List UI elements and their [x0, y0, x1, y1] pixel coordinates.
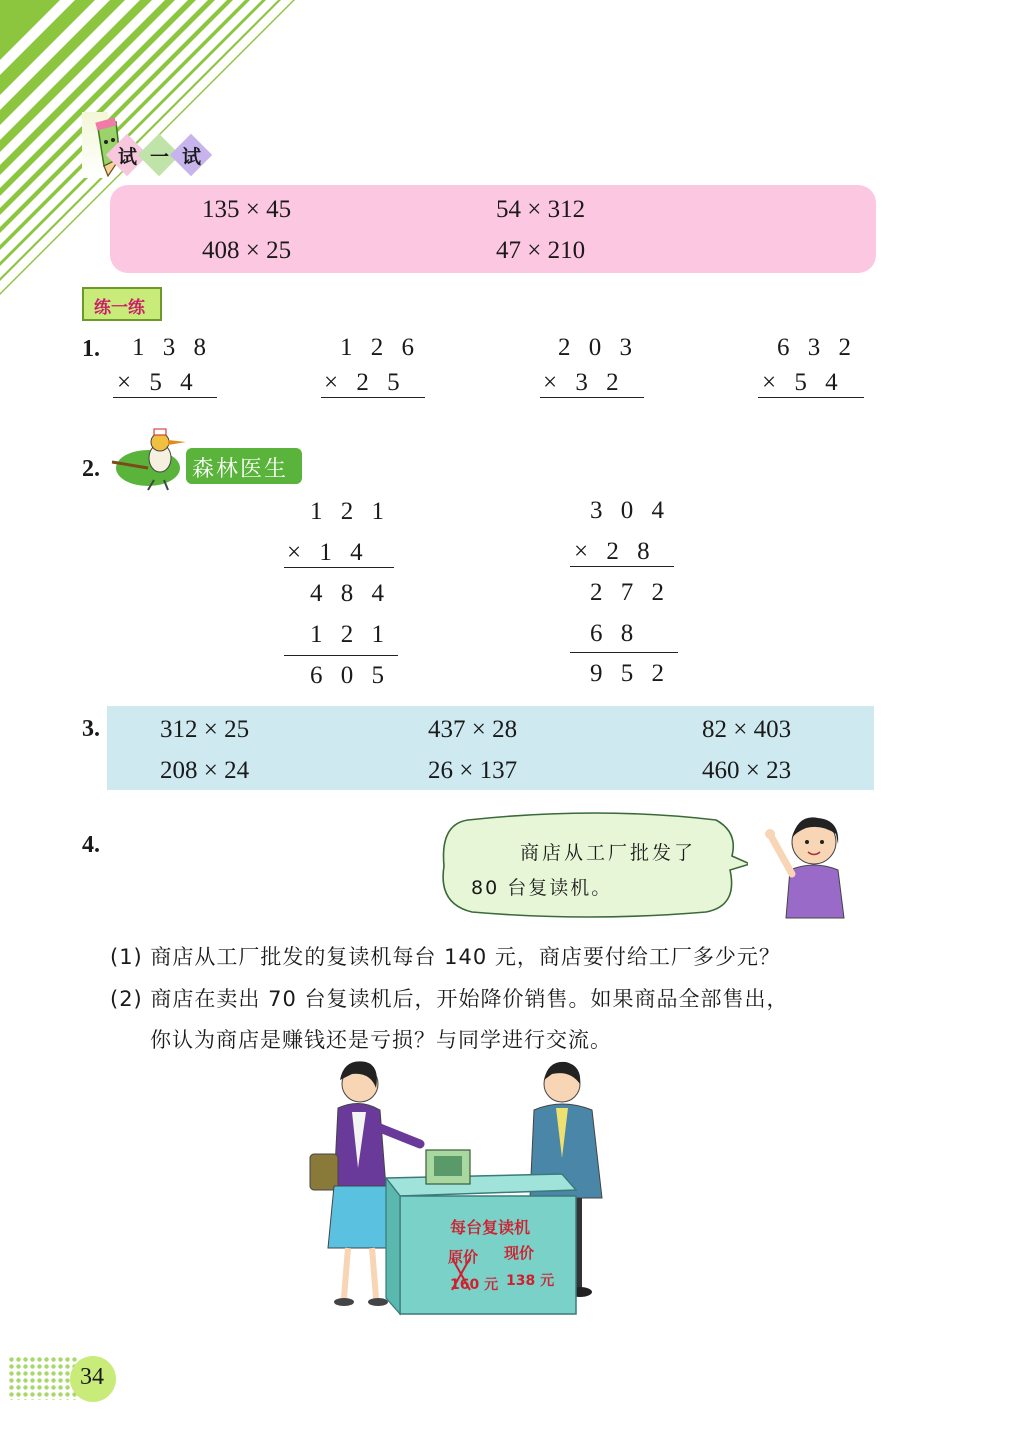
speech-line-2: 80 台复读机。 — [471, 877, 613, 899]
q3-problem-5: 26 × 137 — [428, 757, 518, 784]
q2-a-rule1 — [284, 567, 394, 568]
page-number-badge — [70, 1356, 116, 1402]
q1-item-2-line — [321, 397, 425, 398]
q1-item-2-top: 1 2 6 — [340, 334, 420, 361]
girl-pointing-illustration — [752, 810, 862, 920]
q1-item-1-line — [113, 397, 217, 398]
q1-item-4-bottom: × 5 4 — [762, 369, 844, 396]
q3-problem-2: 437 × 28 — [428, 716, 518, 743]
q2-b-line5: 9 5 2 — [590, 660, 670, 687]
q2-b-line2: × 2 8 — [574, 538, 656, 565]
sign-current-label: 现价 — [504, 1244, 535, 1262]
q4-sub2-continued: 你认为商店是赚钱还是亏损？与同学进行交流。 — [150, 1028, 612, 1052]
q1-item-4-top: 6 3 2 — [777, 334, 857, 361]
q2-a-line4: 1 2 1 — [310, 621, 390, 648]
q3-problem-4: 208 × 24 — [160, 757, 250, 784]
q2-a-rule2 — [284, 655, 398, 656]
sign-current-price: 138 元 — [506, 1273, 555, 1289]
q3-problem-1: 312 × 25 — [160, 716, 250, 743]
try-title-char-3: 试 — [182, 146, 202, 168]
q4-label: 4. — [82, 832, 100, 858]
q1-item-3-top: 2 0 3 — [558, 334, 638, 361]
try-section-header — [82, 112, 222, 178]
q4-sub2: (2) 商店在卖出 70 台复读机后，开始降价销售。如果商品全部售出， — [110, 987, 789, 1011]
q1-item-3-line — [540, 397, 644, 398]
q1-label: 1. — [82, 336, 100, 362]
woodpecker-doctor-icon — [108, 424, 198, 494]
try-title-char-1: 试 — [118, 146, 138, 168]
q2-a-line1: 1 2 1 — [310, 498, 390, 525]
q1-item-3-bottom: × 3 2 — [543, 369, 625, 396]
sign-original-price: 160 元 — [450, 1277, 499, 1293]
q3-problem-6: 460 × 23 — [702, 757, 792, 784]
practice-section-tag — [82, 287, 162, 321]
q2-b-line4: 6 8 — [590, 620, 640, 647]
try-problem-1: 135 × 45 — [202, 196, 292, 223]
speech-bubble — [438, 812, 748, 918]
q2-a-line2: × 1 4 — [287, 539, 369, 566]
q2-title-banner — [108, 424, 304, 494]
q2-title: 森林医生 — [192, 457, 289, 482]
sign-original-label: 原价 — [448, 1248, 479, 1266]
try-title-char-2: 一 — [150, 146, 170, 168]
q2-label: 2. — [82, 456, 100, 482]
try-problem-4: 47 × 210 — [496, 237, 586, 264]
q3-problem-3: 82 × 403 — [702, 716, 792, 743]
q2-b-rule2 — [570, 652, 678, 653]
q1-item-1-top: 1 3 8 — [132, 334, 212, 361]
page-number: 34 — [80, 1364, 104, 1390]
q2-b-line1: 3 0 4 — [590, 497, 670, 524]
q1-item-1-bottom: × 5 4 — [117, 369, 199, 396]
q2-b-rule1 — [570, 566, 674, 567]
try-problem-2: 54 × 312 — [496, 196, 586, 223]
q1-item-4-line — [758, 397, 864, 398]
q1-item-2-bottom: × 2 5 — [324, 369, 406, 396]
q3-label: 3. — [82, 716, 100, 742]
q4-sub1: (1) 商店从工厂批发的复读机每台 140 元，商店要付给工厂多少元？ — [110, 945, 781, 969]
page-dots-decoration — [8, 1356, 78, 1400]
q2-b-line3: 2 7 2 — [590, 579, 670, 606]
practice-title: 练一练 — [94, 298, 145, 318]
sign-title: 每台复读机 — [450, 1218, 531, 1237]
try-problem-3: 408 × 25 — [202, 237, 292, 264]
q2-a-line5: 6 0 5 — [310, 662, 390, 689]
q2-a-line3: 4 8 4 — [310, 580, 390, 607]
speech-line-1: 商店从工厂批发了 — [520, 842, 697, 864]
